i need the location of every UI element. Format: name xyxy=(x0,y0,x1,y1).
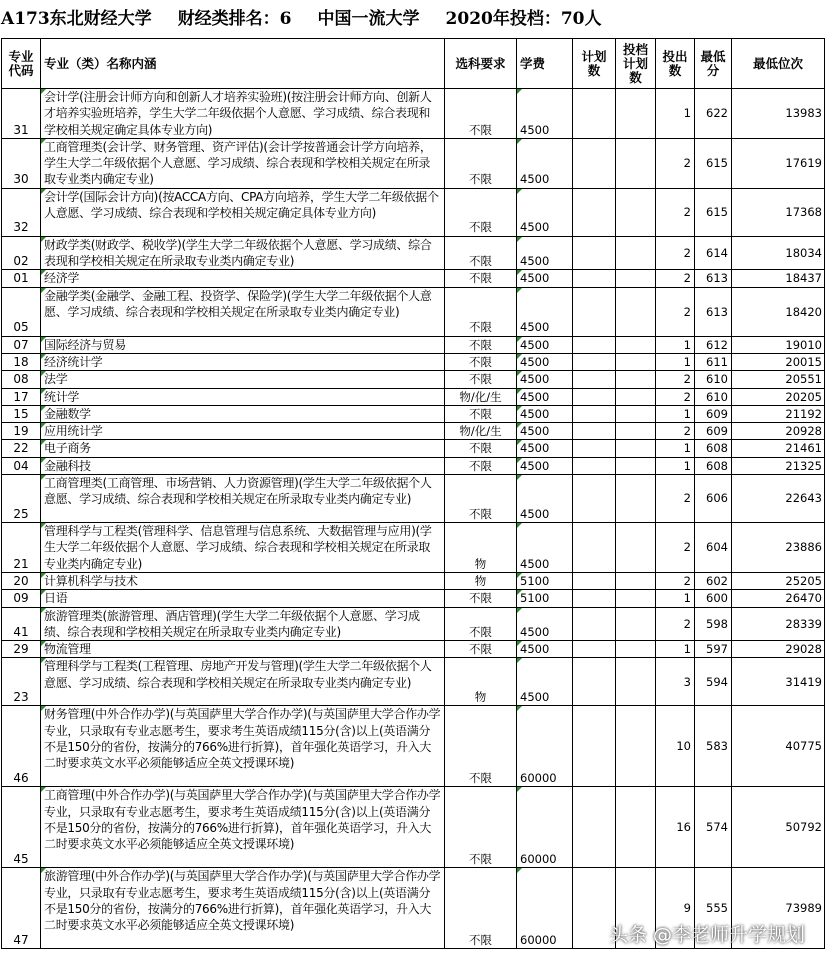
row-name: 统计学 xyxy=(41,388,445,405)
table-row xyxy=(2,405,825,422)
row-min-rank: 20928 xyxy=(732,423,825,440)
row-fee: 60000 xyxy=(517,706,573,787)
table-row xyxy=(2,787,825,868)
row-tplan xyxy=(616,388,656,405)
row-tplan xyxy=(616,371,656,388)
row-tplan xyxy=(616,188,656,236)
row-fee: 5100 xyxy=(517,590,573,607)
row-code: 22 xyxy=(2,440,41,457)
row-fee: 4500 xyxy=(517,388,573,405)
row-min-rank: 20551 xyxy=(732,371,825,388)
row-name: 工商管理(中外合作办学)(与英国萨里大学合作办学)(与英国萨里大学合作办学专业，只录取有专业志愿考生，要求考生英语成绩115分(含)以上(英语满分不是150分的省份，按满分的766%进行折算)，首年强化英语学习，升入大二时要求英文水平必须能够适应全英文授课环境) xyxy=(41,787,445,868)
row-fee: 4500 xyxy=(517,658,573,706)
row-plan xyxy=(573,787,616,868)
row-name: 财政学类(财政学、税收学)(学生大学二年级依据个人意愿、学习成绩、综合表现和学校相关规定在所录取专业类内确定专业) xyxy=(41,236,445,270)
row-fee: 4500 xyxy=(517,440,573,457)
row-fee: 4500 xyxy=(517,353,573,370)
row-plan xyxy=(573,440,616,457)
table-row xyxy=(2,388,825,405)
row-min-score: 609 xyxy=(695,423,732,440)
row-out-count: 2 xyxy=(656,138,695,188)
col-fee-header: 学费 xyxy=(517,39,573,89)
row-out-count: 2 xyxy=(656,287,695,336)
row-plan xyxy=(573,590,616,607)
table-row xyxy=(2,706,825,787)
row-fee: 60000 xyxy=(517,787,573,868)
row-code: 19 xyxy=(2,423,41,440)
row-code: 05 xyxy=(2,287,41,336)
row-min-score: 600 xyxy=(695,590,732,607)
row-code: 08 xyxy=(2,371,41,388)
row-min-score: 615 xyxy=(695,138,732,188)
row-tplan xyxy=(616,607,656,641)
table-row xyxy=(2,440,825,457)
row-fee: 4500 xyxy=(517,523,573,573)
table-row xyxy=(2,138,825,188)
row-tplan xyxy=(616,353,656,370)
row-name: 国际经济与贸易 xyxy=(41,336,445,353)
row-name: 金融数学 xyxy=(41,405,445,422)
row-code: 45 xyxy=(2,787,41,868)
admission-table xyxy=(1,38,825,949)
row-name: 管理科学与工程类(工程管理、房地产开发与管理)(学生大学二年级依据个人意愿、学习成绩、综合表现和学校相关规定在所录取专业类内确定专业) xyxy=(41,658,445,706)
table-row xyxy=(2,336,825,353)
row-fee: 60000 xyxy=(517,868,573,949)
row-requirement: 不限 xyxy=(445,607,517,641)
row-plan xyxy=(573,706,616,787)
row-requirement: 不限 xyxy=(445,353,517,370)
table-row xyxy=(2,607,825,641)
row-name: 会计学(国际会计方向)(按ACCA方向、CPA方向培养，学生大学二年级依据个人意愿、学习成绩、综合表现和学校相关规定确定具体专业方向) xyxy=(41,188,445,236)
row-name: 工商管理类(工商管理、市场营销、人力资源管理)(学生大学二年级依据个人意愿、学习成绩、综合表现和学校相关规定在所录取专业类内确定专业) xyxy=(41,475,445,523)
row-requirement: 不限 xyxy=(445,475,517,523)
row-out-count: 2 xyxy=(656,523,695,573)
row-code: 29 xyxy=(2,641,41,658)
row-name: 物流管理 xyxy=(41,641,445,658)
row-min-rank: 18034 xyxy=(732,236,825,270)
row-min-score: 598 xyxy=(695,607,732,641)
row-name: 工商管理类(会计学、财务管理、资产评估)(会计学按普通会计学方向培养，学生大学二年级依据个人意愿、学习成绩、综合表现和学校相关规定在所录取专业类内确定专业) xyxy=(41,138,445,188)
row-min-score: 609 xyxy=(695,405,732,422)
row-out-count: 9 xyxy=(656,868,695,949)
table-row xyxy=(2,523,825,573)
row-name: 日语 xyxy=(41,590,445,607)
row-out-count: 2 xyxy=(656,236,695,270)
row-tplan xyxy=(616,440,656,457)
row-requirement: 不限 xyxy=(445,371,517,388)
row-out-count: 2 xyxy=(656,572,695,589)
row-fee: 4500 xyxy=(517,607,573,641)
row-min-rank: 25205 xyxy=(732,572,825,589)
row-out-count: 2 xyxy=(656,475,695,523)
row-fee: 4500 xyxy=(517,89,573,139)
row-name: 会计学(注册会计师方向和创新人才培养实验班)(按注册会计师方向、创新人才培养实验班培养，学生大学二年级依据个人意愿、学习成绩、综合表现和学校相关规定确定具体专业方向) xyxy=(41,89,445,139)
row-code: 30 xyxy=(2,138,41,188)
rank-label: 财经类排名：6 xyxy=(177,9,292,29)
row-name: 经济学 xyxy=(41,270,445,287)
row-out-count: 1 xyxy=(656,353,695,370)
row-code: 02 xyxy=(2,236,41,270)
row-code: 46 xyxy=(2,706,41,787)
row-plan xyxy=(573,336,616,353)
row-min-score: 597 xyxy=(695,641,732,658)
row-requirement: 不限 xyxy=(445,457,517,474)
row-min-score: 611 xyxy=(695,353,732,370)
row-out-count: 2 xyxy=(656,371,695,388)
row-out-count: 2 xyxy=(656,388,695,405)
row-code: 07 xyxy=(2,336,41,353)
row-min-rank: 23886 xyxy=(732,523,825,573)
row-fee: 4500 xyxy=(517,138,573,188)
row-tplan xyxy=(616,236,656,270)
row-plan xyxy=(573,371,616,388)
row-out-count: 1 xyxy=(656,440,695,457)
row-min-score: 613 xyxy=(695,270,732,287)
row-min-score: 613 xyxy=(695,287,732,336)
table-row xyxy=(2,270,825,287)
row-name: 金融学类(金融学、金融工程、投资学、保险学)(学生大学二年级依据个人意愿、学习成绩、综合表现和学校相关规定在所录取专业类内确定专业) xyxy=(41,287,445,336)
row-out-count: 2 xyxy=(656,188,695,236)
row-out-count: 1 xyxy=(656,336,695,353)
row-plan xyxy=(573,405,616,422)
row-name: 旅游管理(中外合作办学)(与英国萨里大学合作办学)(与英国萨里大学合作办学专业，只录取有专业志愿考生，要求考生英语成绩115分(含)以上(英语满分不是150分的省份，按满分的766%进行折算)，首年强化英语学习，升入大二时要求英文水平必须能够适应全英文授课环境) xyxy=(41,868,445,949)
row-out-count: 1 xyxy=(656,590,695,607)
row-min-rank: 17619 xyxy=(732,138,825,188)
row-requirement: 物/化/生 xyxy=(445,388,517,405)
table-row xyxy=(2,641,825,658)
row-tplan xyxy=(616,658,656,706)
row-code: 21 xyxy=(2,523,41,573)
row-code: 04 xyxy=(2,457,41,474)
row-requirement: 物 xyxy=(445,572,517,589)
row-min-rank: 40775 xyxy=(732,706,825,787)
row-out-count: 2 xyxy=(656,607,695,641)
row-name: 应用统计学 xyxy=(41,423,445,440)
row-tplan xyxy=(616,89,656,139)
row-fee: 4500 xyxy=(517,287,573,336)
row-out-count: 2 xyxy=(656,423,695,440)
row-fee: 4500 xyxy=(517,423,573,440)
table-row xyxy=(2,423,825,440)
row-code: 41 xyxy=(2,607,41,641)
row-fee: 4500 xyxy=(517,188,573,236)
row-out-count: 1 xyxy=(656,641,695,658)
row-min-rank: 20015 xyxy=(732,353,825,370)
row-requirement: 不限 xyxy=(445,236,517,270)
row-name: 旅游管理类(旅游管理、酒店管理)(学生大学二年级依据个人意愿、学习成绩、综合表现和学校相关规定在所录取专业类内确定专业) xyxy=(41,607,445,641)
row-min-score: 610 xyxy=(695,371,732,388)
row-requirement: 不限 xyxy=(445,440,517,457)
row-min-score: 622 xyxy=(695,89,732,139)
table-row xyxy=(2,572,825,589)
row-min-score: 608 xyxy=(695,440,732,457)
row-name: 财务管理(中外合作办学)(与英国萨里大学合作办学)(与英国萨里大学合作办学专业，只录取有专业志愿考生，要求考生英语成绩115分(含)以上(英语满分不是150分的省份，按满分的766%进行折算)，首年强化英语学习，升入大二时要求英文水平必须能够适应全英文授课环境) xyxy=(41,706,445,787)
row-min-rank: 28339 xyxy=(732,607,825,641)
row-min-rank: 20205 xyxy=(732,388,825,405)
row-min-rank: 13983 xyxy=(732,89,825,139)
row-plan xyxy=(573,236,616,270)
col-out-header: 投出数 xyxy=(656,39,695,89)
row-out-count: 2 xyxy=(656,270,695,287)
row-min-score: 608 xyxy=(695,457,732,474)
row-tplan xyxy=(616,523,656,573)
row-name: 经济统计学 xyxy=(41,353,445,370)
row-code: 47 xyxy=(2,868,41,949)
row-min-score: 555 xyxy=(695,868,732,949)
row-code: 25 xyxy=(2,475,41,523)
table-row xyxy=(2,475,825,523)
row-requirement: 不限 xyxy=(445,787,517,868)
row-name: 管理科学与工程类(管理科学、信息管理与信息系统、大数据管理与应用)(学生大学二年级依据个人意愿、学习成绩、综合表现和学校相关规定在所录取专业类内确定专业) xyxy=(41,523,445,573)
table-row xyxy=(2,236,825,270)
row-min-score: 615 xyxy=(695,188,732,236)
row-tplan xyxy=(616,787,656,868)
row-out-count: 16 xyxy=(656,787,695,868)
row-requirement: 不限 xyxy=(445,138,517,188)
row-requirement: 物 xyxy=(445,523,517,573)
row-min-score: 602 xyxy=(695,572,732,589)
row-code: 17 xyxy=(2,388,41,405)
row-plan xyxy=(573,423,616,440)
col-pos-header: 最低位次 xyxy=(732,39,825,89)
watermark-text: 头条 @李老师升学规划 xyxy=(608,924,805,946)
row-code: 31 xyxy=(2,89,41,139)
row-plan xyxy=(573,658,616,706)
row-plan xyxy=(573,388,616,405)
row-requirement: 物 xyxy=(445,658,517,706)
row-code: 20 xyxy=(2,572,41,589)
row-tplan xyxy=(616,641,656,658)
row-out-count: 3 xyxy=(656,658,695,706)
row-min-rank: 22643 xyxy=(732,475,825,523)
row-tplan xyxy=(616,405,656,422)
row-plan xyxy=(573,353,616,370)
col-req-header: 选科要求 xyxy=(445,39,517,89)
row-min-rank: 19010 xyxy=(732,336,825,353)
row-code: 15 xyxy=(2,405,41,422)
row-out-count: 1 xyxy=(656,89,695,139)
row-code: 18 xyxy=(2,353,41,370)
row-min-score: 594 xyxy=(695,658,732,706)
level-label: 中国一流大学 xyxy=(317,9,420,29)
row-min-score: 612 xyxy=(695,336,732,353)
table-row xyxy=(2,188,825,236)
row-min-score: 614 xyxy=(695,236,732,270)
row-fee: 4500 xyxy=(517,457,573,474)
table-row xyxy=(2,658,825,706)
row-code: 23 xyxy=(2,658,41,706)
row-tplan xyxy=(616,336,656,353)
row-name: 电子商务 xyxy=(41,440,445,457)
row-requirement: 不限 xyxy=(445,336,517,353)
row-requirement: 不限 xyxy=(445,89,517,139)
row-plan xyxy=(573,270,616,287)
row-tplan xyxy=(616,572,656,589)
row-out-count: 10 xyxy=(656,706,695,787)
col-plan-header: 计划数 xyxy=(573,39,616,89)
row-min-score: 604 xyxy=(695,523,732,573)
row-tplan xyxy=(616,138,656,188)
row-plan xyxy=(573,475,616,523)
row-min-rank: 21192 xyxy=(732,405,825,422)
header-row xyxy=(2,39,825,89)
row-requirement: 不限 xyxy=(445,868,517,949)
row-code: 01 xyxy=(2,270,41,287)
row-min-rank: 50792 xyxy=(732,787,825,868)
row-plan xyxy=(573,89,616,139)
row-min-score: 606 xyxy=(695,475,732,523)
row-plan xyxy=(573,188,616,236)
row-requirement: 不限 xyxy=(445,706,517,787)
row-min-rank: 29028 xyxy=(732,641,825,658)
school-name: A173东北财经大学 xyxy=(1,9,152,29)
row-requirement: 不限 xyxy=(445,405,517,422)
row-min-rank: 17368 xyxy=(732,188,825,236)
row-fee: 4500 xyxy=(517,641,573,658)
row-plan xyxy=(573,607,616,641)
row-name: 金融科技 xyxy=(41,457,445,474)
row-requirement: 物/化/生 xyxy=(445,423,517,440)
table-row xyxy=(2,89,825,139)
row-min-rank: 21325 xyxy=(732,457,825,474)
row-fee: 4500 xyxy=(517,236,573,270)
table-row xyxy=(2,287,825,336)
sheet-title xyxy=(0,0,825,38)
row-tplan xyxy=(616,475,656,523)
table-row xyxy=(2,457,825,474)
row-fee: 4500 xyxy=(517,405,573,422)
row-min-score: 610 xyxy=(695,388,732,405)
table-row xyxy=(2,353,825,370)
row-plan xyxy=(573,641,616,658)
row-tplan xyxy=(616,590,656,607)
row-min-rank: 21461 xyxy=(732,440,825,457)
row-name: 计算机科学与技术 xyxy=(41,572,445,589)
row-requirement: 不限 xyxy=(445,287,517,336)
row-min-rank: 31419 xyxy=(732,658,825,706)
table-row xyxy=(2,590,825,607)
row-name: 法学 xyxy=(41,371,445,388)
row-fee: 4500 xyxy=(517,371,573,388)
row-plan xyxy=(573,457,616,474)
row-tplan xyxy=(616,423,656,440)
plan-label: 2020年投档：70人 xyxy=(445,9,602,29)
row-plan xyxy=(573,572,616,589)
row-min-rank: 18420 xyxy=(732,287,825,336)
row-tplan xyxy=(616,270,656,287)
row-plan xyxy=(573,523,616,573)
row-min-score: 574 xyxy=(695,787,732,868)
col-code-header: 专业代码 xyxy=(2,39,41,89)
row-code: 09 xyxy=(2,590,41,607)
row-fee: 5100 xyxy=(517,572,573,589)
row-fee: 4500 xyxy=(517,475,573,523)
col-name-header: 专业（类）名称内涵 xyxy=(41,39,445,89)
row-fee: 4500 xyxy=(517,336,573,353)
row-tplan xyxy=(616,706,656,787)
table-row xyxy=(2,371,825,388)
col-tplan-header: 投档计划数 xyxy=(616,39,656,89)
row-requirement: 不限 xyxy=(445,270,517,287)
row-requirement: 不限 xyxy=(445,590,517,607)
row-code: 32 xyxy=(2,188,41,236)
row-out-count: 1 xyxy=(656,457,695,474)
row-plan xyxy=(573,287,616,336)
row-min-rank: 26470 xyxy=(732,590,825,607)
row-fee: 4500 xyxy=(517,270,573,287)
row-min-rank: 18437 xyxy=(732,270,825,287)
row-min-rank: 73989 xyxy=(732,868,825,949)
row-requirement: 不限 xyxy=(445,641,517,658)
row-requirement: 不限 xyxy=(445,188,517,236)
col-min-header: 最低分 xyxy=(695,39,732,89)
row-tplan xyxy=(616,457,656,474)
row-plan xyxy=(573,138,616,188)
row-min-score: 583 xyxy=(695,706,732,787)
row-out-count: 1 xyxy=(656,405,695,422)
row-tplan xyxy=(616,287,656,336)
